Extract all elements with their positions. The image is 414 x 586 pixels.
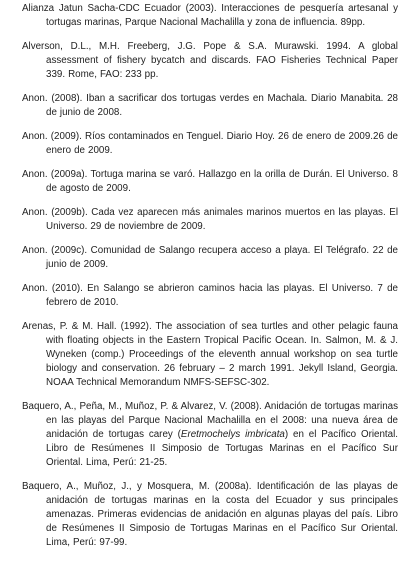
reference-text: ) en el Pacífico Oriental. Libro de Resúmenes II Simposio de Tortugas Marinas en el Pacífico Sur Oriental. Lima, Perú: 21-25. [46, 429, 398, 468]
species-name: Eretmochelys imbricata [180, 429, 285, 440]
reference-entry: Arenas, P. & M. Hall. (1992). The association of sea turtles and other pelagic fauna with floating objects in the Eastern Tropical Pacific Ocean. In. Salmon, M. & J. Wyneken (comp.) Proceedings of the eleventh annual workshop on sea turtle biology and conservation. 26 february – 2 march 1991. Jekyll Island, Georgia. NOAA Technical Memorandum NMFS-SEFSC-302. [22, 321, 398, 388]
reference-entry: Alverson, D.L., M.H. Freeberg, J.G. Pope & S.A. Murawski. 1994. A global assessment of fishery bycatch and discards. FAO Fisheries Technical Paper 339. Rome, FAO: 233 pp. [22, 41, 398, 80]
reference-entry: Alianza Jatun Sacha-CDC Ecuador (2003). Interacciones de pesquería artesanal y tortugas marinas, Parque Nacional Machalilla y zona de influencia. 89pp. [22, 3, 398, 28]
reference-entry: Anon. (2010). En Salango se abrieron caminos hacia las playas. El Universo. 7 de febrero de 2010. [22, 283, 398, 308]
reference-entry: Anon. (2009a). Tortuga marina se varó. Hallazgo en la orilla de Durán. El Universo. 8 de agosto de 2009. [22, 169, 398, 194]
reference-entry: Baquero, A., Muñoz, J., y Mosquera, M. (2008a). Identificación de las playas de anidación de tortugas marinas en la costa del Ecuador y sus principales amenazas. Primeras evidencias de anidación en algunas playas del país. Libro de Resúmenes II Simposio de Tortugas Marinas en el Pacífico Sur Oriental. Lima, Perú: 97-99. [22, 481, 398, 548]
reference-entry: Anon. (2009). Ríos contaminados en Tenguel. Diario Hoy. 26 de enero de 2009.26 de enero de 2009. [22, 131, 398, 156]
reference-list [22, 2, 398, 550]
reference-entry: Anon. (2008). Iban a sacrificar dos tortugas verdes en Machala. Diario Manabita. 28 de junio de 2008. [22, 93, 398, 118]
reference-entry: Anon. (2009c). Comunidad de Salango recupera acceso a playa. El Telégrafo. 22 de junio de 2009. [22, 245, 398, 270]
reference-entry: Anon. (2009b). Cada vez aparecen más animales marinos muertos en las playas. El Universo. 29 de noviembre de 2009. [22, 207, 398, 232]
reference-text: Baquero, A., Peña, M., Muñoz, P. & Alvarez, V. (2008). Anidación de tortugas marinas en las playas del Parque Nacional Machalilla en el 2008: una nueva área de anidación de tortugas carey ( [22, 401, 398, 440]
reference-entry [22, 400, 398, 470]
